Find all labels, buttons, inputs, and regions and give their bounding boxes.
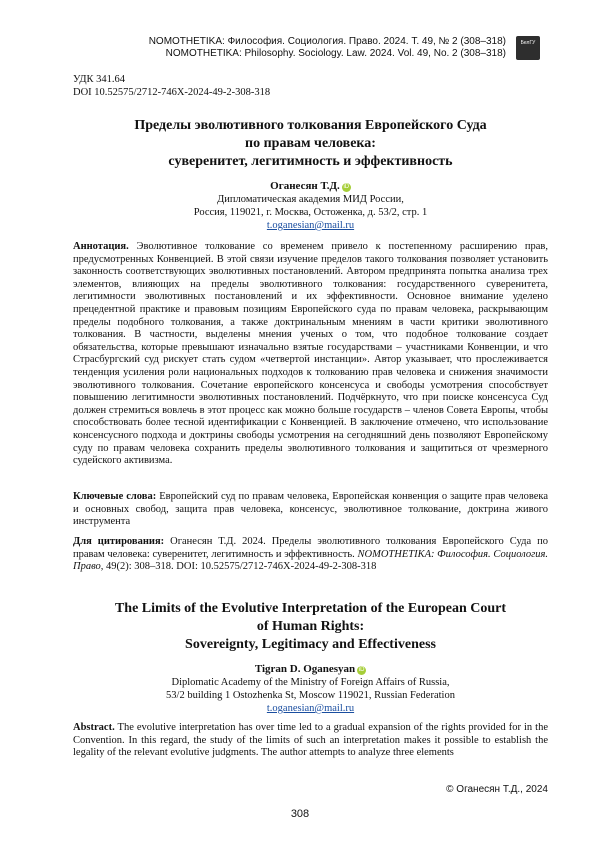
author-email-en[interactable]: t.oganesian@mail.ru bbox=[266, 703, 355, 714]
running-header bbox=[60, 36, 540, 70]
title-en-line-3: Sovereignty, Legitimacy and Effectiveness bbox=[185, 637, 436, 652]
author-block-en bbox=[73, 663, 548, 715]
page-number: 308 bbox=[290, 808, 310, 820]
citation-main: Оганесян Т.Д. 2024. Пределы эволютивного толкования Европейского Суда по правам человека: суверенитет, легитимность и эффективность. bbox=[73, 536, 548, 560]
affiliation-ru-2: Россия, 119021, г. Москва, Остоженка, д. 53/2, стр. 1 bbox=[193, 207, 428, 218]
author-name-en: Tigran D. Oganesyan bbox=[254, 663, 356, 675]
title-en-line-2: of Human Rights: bbox=[256, 619, 365, 634]
title-ru-line-2: по правам человека: bbox=[245, 136, 376, 151]
orcid-icon[interactable]: iD bbox=[343, 184, 350, 190]
title-ru-line-1: Пределы эволютивного толкования Европейского Суда bbox=[134, 118, 487, 133]
abstract-text-en: The evolutive interpretation has over time led to a gradual expansion of the rights provided for in the Convention. In this regard, the study of the limits of such an interpretation makes it possible to establish the legality of the relevant evolutive judgments. The author attempts to analyze three elements bbox=[73, 722, 548, 759]
journal-header-en: NOMOTHETIKA: Philosophy. Sociology. Law. 2024. Vol. 49, No. 2 (308–318) bbox=[165, 48, 506, 59]
copyright: © Оганесян Т.Д., 2024 bbox=[446, 784, 548, 795]
citation-journal: NOMOTHETIKA: Философия. Социология. Право, bbox=[73, 548, 548, 573]
citation-label: Для цитирования: bbox=[73, 536, 165, 547]
doi: DOI 10.52575/2712-746X-2024-49-2-308-318 bbox=[73, 87, 271, 98]
citation-tail: 49(2): 308–318. DOI: 10.52575/2712-746X-2024-49-2-308-318 bbox=[103, 561, 377, 573]
affiliation-en-2: 53/2 building 1 Ostozhenka St, Moscow 119021, Russian Federation bbox=[166, 690, 455, 701]
keywords-ru bbox=[73, 491, 548, 529]
affiliation-ru-1: Дипломатическая академия МИД России, bbox=[217, 194, 404, 205]
title-en-line-1: The Limits of the Evolutive Interpretation of the European Court bbox=[114, 601, 507, 616]
abstract-label-en: Abstract. bbox=[73, 722, 115, 733]
author-block-ru bbox=[73, 180, 548, 232]
orcid-icon[interactable]: iD bbox=[358, 667, 365, 673]
logo-text: БелГУ bbox=[520, 40, 536, 46]
journal-header-lines bbox=[149, 36, 506, 60]
citation-ru bbox=[73, 536, 548, 574]
affiliation-en-1: Diplomatic Academy of the Ministry of Foreign Affairs of Russia, bbox=[171, 677, 450, 688]
title-ru-line-3: суверенитет, легитимность и эффективность bbox=[168, 154, 453, 169]
title-ru bbox=[73, 117, 548, 171]
abstract-en bbox=[73, 722, 548, 760]
university-logo bbox=[516, 36, 540, 60]
abstract-text-ru: Эволютивное толкование со временем привело к постепенному расширению прав, предусмотренных Конвенцией. В этой связи изучение пределов такого толкования позволяет установить законность соответствующих эволютивных постановлений. Автором предпринята попытка анализа трех элементов, влияющих на пределы эволютивного толкования: государственного суверенитета, легитимности эволютивных постановлений и их эффективности. Основное внимание уделено прецедентной практике и правовым позициям Европейского суда по правам человека, раскрывающим пределы подобного толкования, а также доктринальным мнениям в части критики эволютивного толкования. В частности, выделены мнения ученых о том, что подобное толкование создает обязательства, которые превышают изначально взятые государствами – участниками Конвенции, и что Страсбургский суд рискует стать судом «четвертой инстанции». Автор указывает, что прослеживается тенденция усиления роли национальных подходов к толкованию прав человека и снижения значимости эволютивного толкования. Сочетание европейского консенсуса и свободы усмотрения способствует повышению легитимности эволютивных постановлений. Подчёркнуто, что при поиске консенсуса Суд должен стремиться вовлечь в этот процесс как можно больше государств – членов Совета Европы, чтобы способствовать более тесной идентификации с Конвенцией. В заключение отмечено, что использование консенсусного подхода и доктрины свободы усмотрения на сегодняшний день позволяют Европейскому суду по правам человека сохранить пределы эволютивного толкования и защититься от чрезмерного судейского активизма. bbox=[73, 241, 548, 467]
abstract-ru bbox=[73, 241, 548, 468]
article-identifiers bbox=[73, 73, 270, 99]
author-name-ru: Оганесян Т.Д. bbox=[270, 180, 340, 192]
keywords-text-ru: Европейский суд по правам человека, Европейская конвенция о защите прав человека и основных свобод, защита прав человека, консенсус, эволютивное толкование, доктрина живого инструмента bbox=[73, 491, 548, 528]
udk-code: УДК 341.64 bbox=[73, 74, 126, 85]
title-en bbox=[73, 600, 548, 654]
author-email-ru[interactable]: t.oganesian@mail.ru bbox=[266, 220, 355, 231]
keywords-label-ru: Ключевые слова: bbox=[73, 491, 157, 502]
abstract-label-ru: Аннотация. bbox=[73, 241, 129, 252]
journal-header-ru: NOMOTHETIKA: Философия. Социология. Право. 2024. Т. 49, № 2 (308–318) bbox=[148, 36, 506, 47]
